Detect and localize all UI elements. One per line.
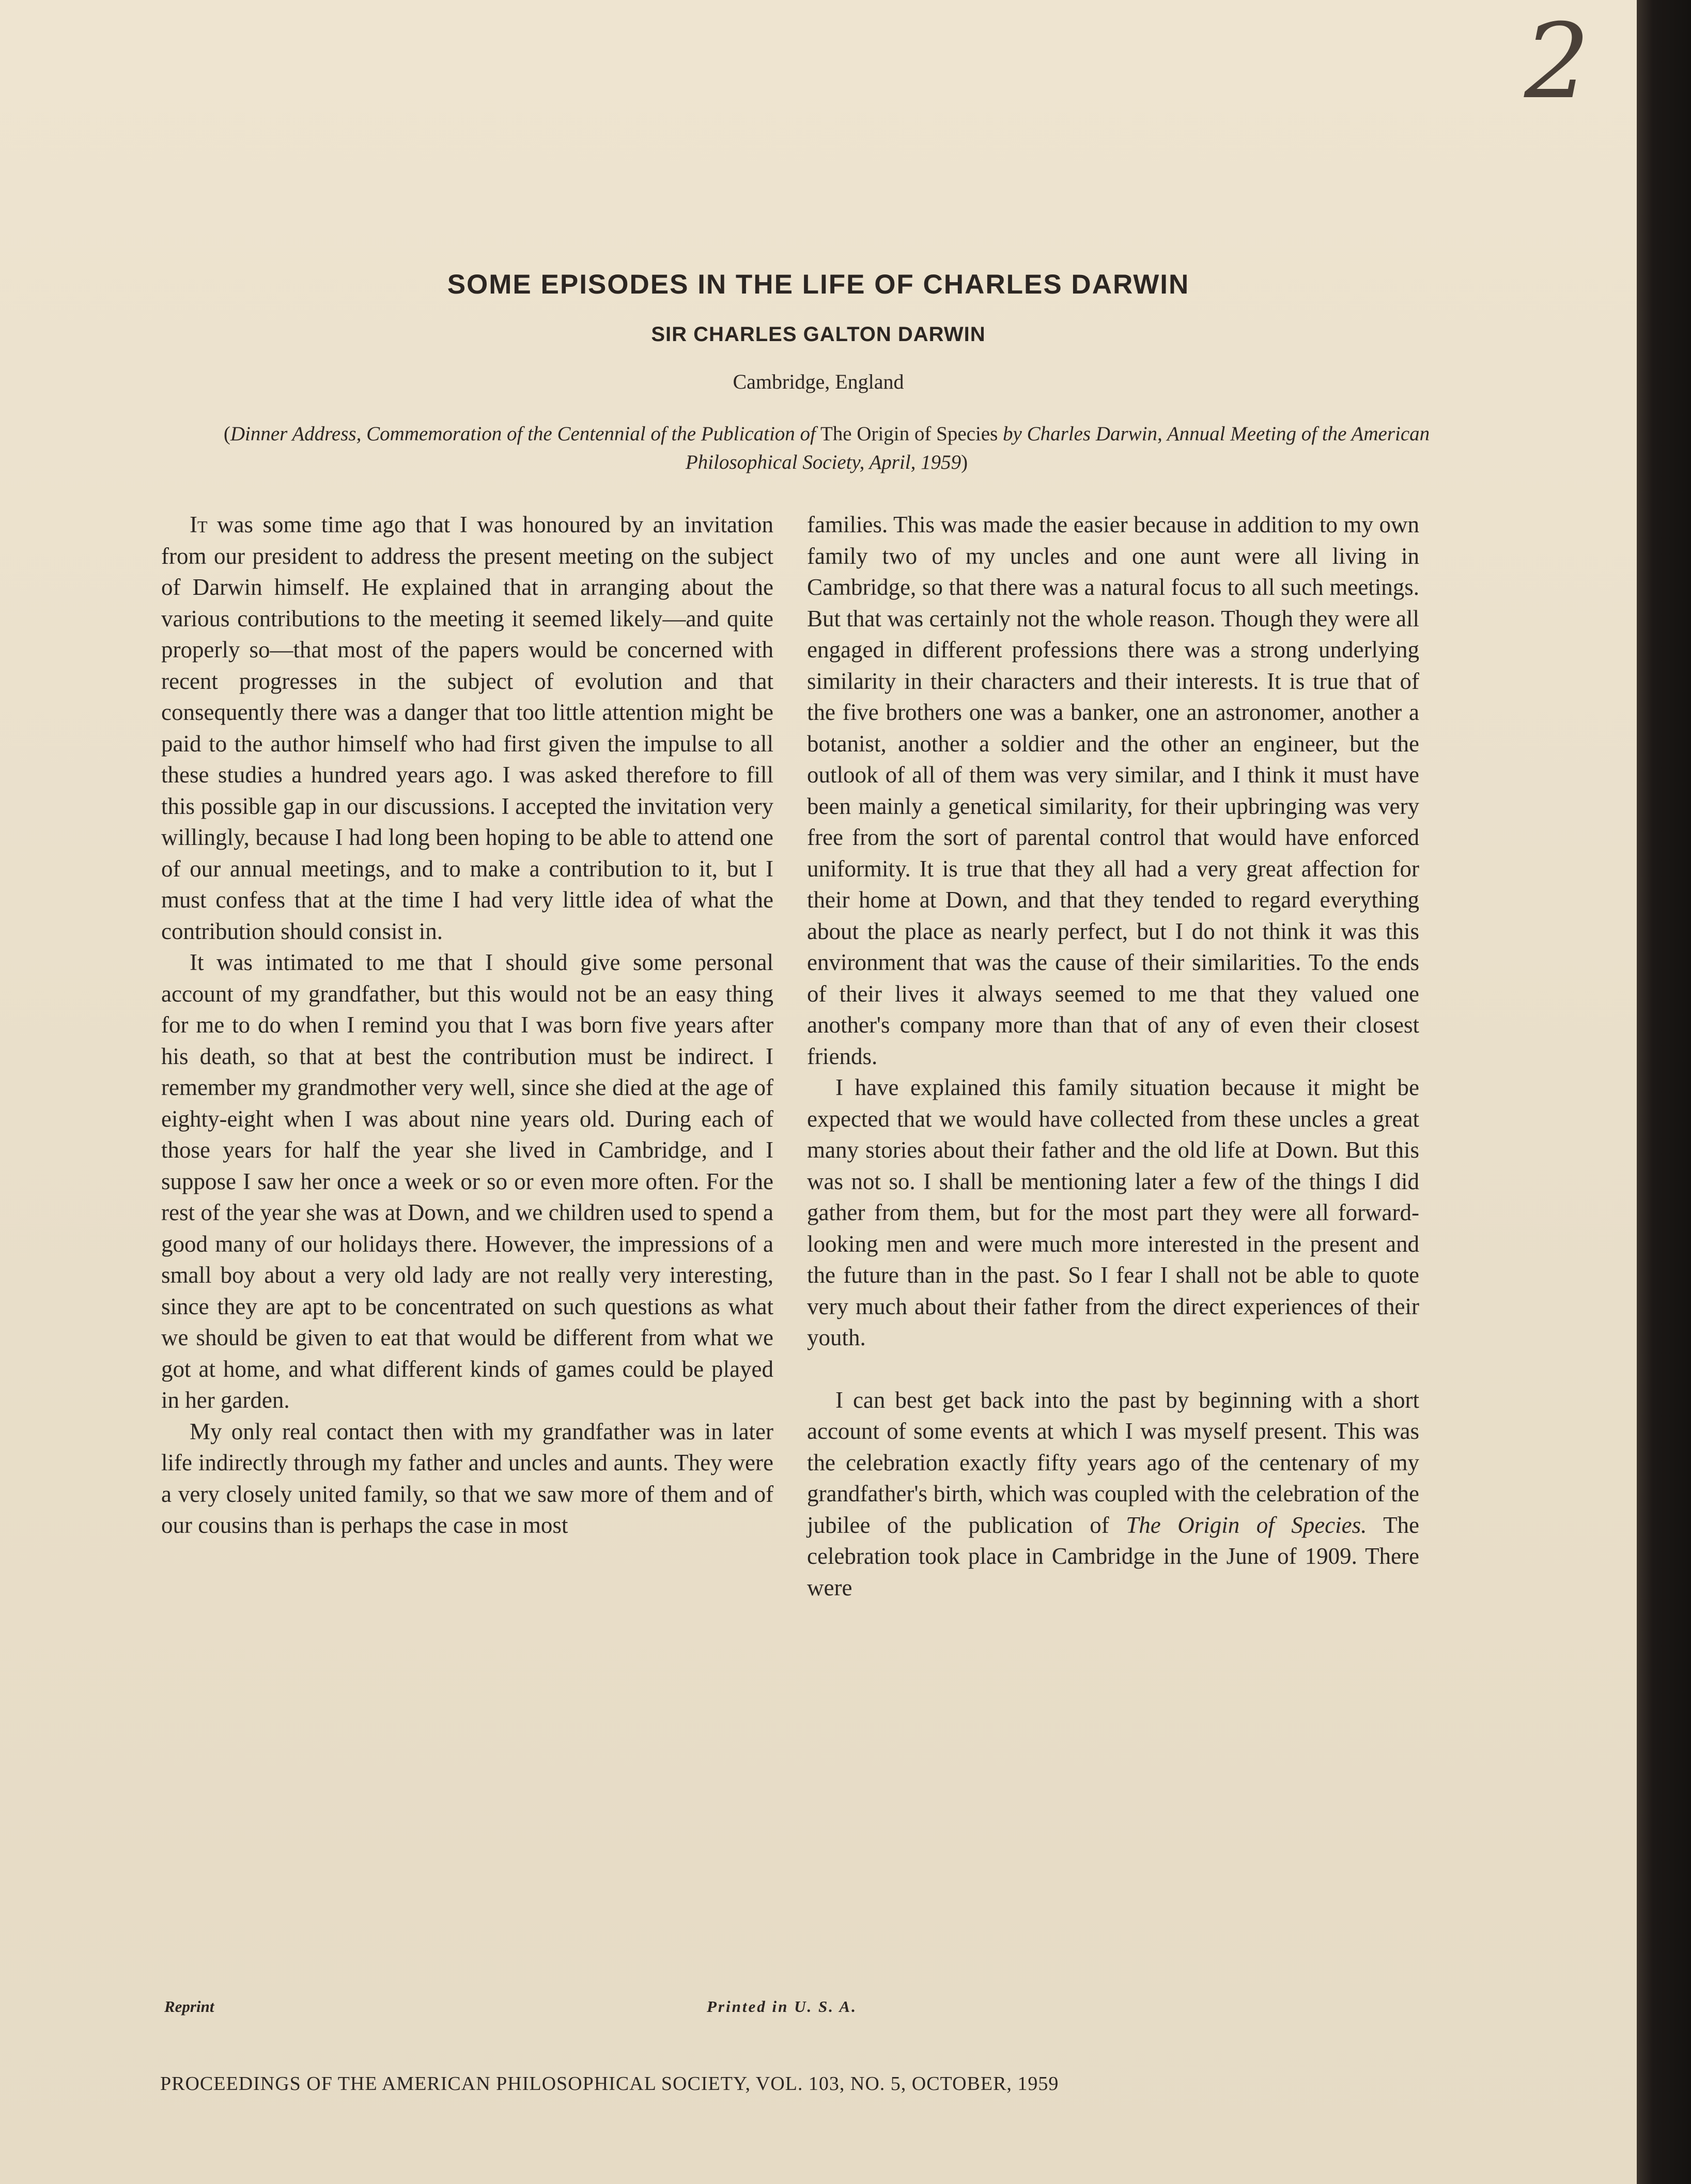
book-title: The Origin of Species. (1126, 1512, 1367, 1538)
page-edge-shadow (1637, 0, 1691, 2184)
left-column (161, 509, 773, 1541)
paragraph-continued: families. This was made the easier because in addition to my own family two of my uncles and one aunt were all living in Cambridge, so that there was a natural focus to all such meetings. But that was certainly not the whole reason. Though they were all engaged in different professions there was a strong underlying similarity in their characters and their interests. It is true that of the five brothers one was a banker, one an astronomer, another a botanist, another a soldier and the other an engineer, but the outlook of all of them was very similar, and I think it must have been mainly a genetical similarity, for their upbringing was very free from the sort of parental control that would have enforced uniformity. It is true that they all had a very great affection for their home at Down, and that they tended to regard everything about the place as nearly perfect, but I do not think it was this environment that was the cause of their similarities. To the ends of their lives it always seemed to me that they valued one another's company more than that of any of even their closest friends. (807, 512, 1419, 1069)
article-author: SIR CHARLES GALTON DARWIN (651, 323, 986, 346)
paragraph: It was intimated to me that I should give some personal account of my grandfather, but this would not be an easy thing for me to do when I remind you that I was born five years after his death, so that at best the contribution must be indirect. I remember my grandmother very well, since she died at the age of eighty-eight when I was about nine years old. During each of those years for half the year she lived in Cambridge, and I suppose I saw her once a week or so or even more often. For the rest of the year she was at Down, and we children used to spend a good many of our holidays there. However, the impressions of a small boy about a very old lady are not really very interesting, since they are apt to be concentrated on such questions as what we should be given to eat that would be different from what we got at home, and what different kinds of games could be played in her garden. (161, 949, 773, 1413)
note-text-part1: Dinner Address, Commemoration of the Centennial of the Publication of (230, 423, 816, 445)
paragraph-text: The celebration took place in Cambridge in the June of 1909. There were (807, 1512, 1420, 1601)
paragraph-text: I can best get back into the past by beginning with a short account of some events at which I was myself present. This was the celebration exactly fifty years ago of the centenary of my grandfather's birth, which was coupled with the celebration of the jubilee of the publication of (807, 1387, 1419, 1538)
paragraph: My only real contact then with my grandfather was in later life indirectly through my father and uncles and aunts. They were a very closely united family, so that we saw more of them and of our cousins than is perhaps the case in most (161, 1418, 773, 1538)
address-note: (Dinner Address, Commemoration of the Centennial of the Publication of The Origin of Species by Charles Darwin, Annual Meeting of the American Philosophical Society, April, 1959) (223, 423, 1430, 473)
reprint-label: Reprint (164, 1997, 214, 2016)
drop-cap-word: It (190, 512, 208, 537)
paragraph (161, 509, 773, 947)
article-title: SOME EPISODES IN THE LIFE OF CHARLES DARWIN (447, 269, 1190, 300)
right-column (807, 509, 1419, 1603)
paragraph (807, 1385, 1419, 1604)
author-affiliation: Cambridge, England (733, 370, 904, 393)
note-work-title: The Origin of Species (820, 423, 998, 445)
handwritten-page-number: 2 (1524, 2, 1590, 122)
note-text-part2: by Charles Darwin, Annual Meeting of the American Philosophical Society, April, 1959 (685, 423, 1430, 473)
paragraph-text: was some time ago that I was honoured by an invitation from our president to address the present meeting on the subject of Darwin himself. He explained that in arranging about the various contributions to the meeting it seemed likely—and quite properly so—that most of the papers would be concerned with recent progresses in the subject of evolution and that consequently there was a danger that too little attention might be paid to the author himself who had first given the impulse to all these studies a hundred years ago. I was asked therefore to fill this possible gap in our discussions. I accepted the invitation very willingly, because I had long been hoping to be able to attend one of our annual meetings, and to make a contribution to it, but I must confess that at the time I had very little idea of what the contribution should consist in. (161, 512, 773, 944)
paragraph: I have explained this family situation because it might be expected that we would have collected from these uncles a great many stories about their father and the old life at Down. But this was not so. I shall be mentioning later a few of the things I did gather from them, but for the most part they were all forward-looking men and were much more interested in the present and the future than in the past. So I fear I shall not be able to quote very much about their father from the direct experiences of their youth. (807, 1074, 1419, 1350)
printed-in-label: Printed in U. S. A. (707, 1997, 857, 2016)
journal-citation: PROCEEDINGS OF THE AMERICAN PHILOSOPHICAL SOCIETY, VOL. 103, NO. 5, OCTOBER, 1959 (160, 2073, 1059, 2095)
